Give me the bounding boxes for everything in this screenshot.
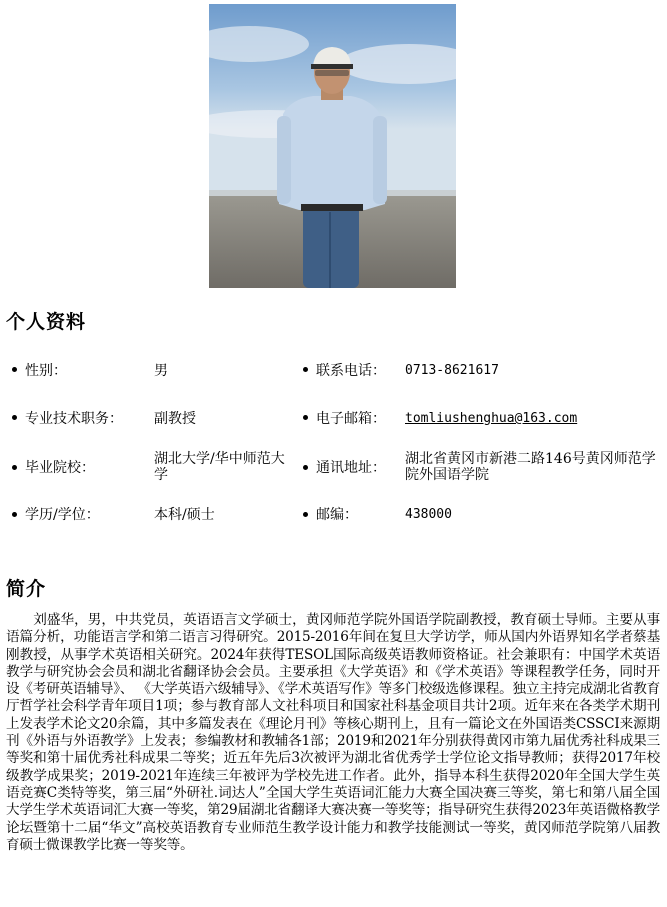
bullet (12, 465, 17, 470)
address-label: 通讯地址： (316, 460, 386, 476)
intro-heading: 简介 (6, 578, 47, 600)
phone-label: 联系电话： (316, 363, 386, 379)
bullet (303, 367, 308, 372)
zip-label: 邮编： (316, 507, 358, 523)
bullet (12, 367, 17, 372)
phone-value: 0713-8621617 (405, 363, 499, 378)
bullet (303, 465, 308, 470)
school-value: 湖北大学/华中师范大学 (154, 451, 285, 483)
bullet (303, 415, 308, 420)
email-link[interactable]: tomliushenghua@163.com (405, 411, 578, 426)
title-label: 专业技术职务： (25, 411, 123, 427)
degree-label: 学历/学位： (25, 507, 100, 523)
bullet (12, 415, 17, 420)
title-value: 副教授 (154, 411, 196, 427)
email-label: 电子邮箱： (316, 411, 386, 427)
profile-heading: 个人资料 (6, 311, 87, 333)
gender-label: 性别： (25, 363, 67, 379)
gender-value: 男 (154, 363, 168, 379)
bullet (12, 512, 17, 517)
zip-value: 438000 (405, 507, 452, 522)
bullet (303, 512, 308, 517)
intro-text: 刘盛华，男，中共党员，英语语言文学硕士，黄冈师范学院外国语学院副教授，教育硕士导师。主要从事语篇分析，功能语言学和第二语言习得研究。2015-2016年间在复旦大学访学，师从国内外语界知名学者蔡基刚教授，从事学术英语相关研究。2024年获得TESOL国际高级英语教师资格证。社会兼职有：中国学术英语教学与研究协会会员和湖北省翻译协会会员。主要承担《大学英语》和《学术英语》等课程教学任务，同时开设《考研英语辅导》、 《大学英语六级辅导》、《学术英语写作》等多门校级选修课程。独立主持完成湖北省教育厅哲学社会科学青年项目1项；参与教育部人文社科项目和国家社科基金项目共计2项。近年来在各类学术期刊上发表学术论文20余篇，其中多篇发表在《理论月刊》等核心期刊上，且有一篇论文在外国语类CSSCI来源期刊《外语与外语教学》上发表；参编教材和教辅各1部；2019和2021年分别获得黄冈市第九届优秀社科成果三等奖和第十届优秀社科成果二等奖；近五年先后3次被评为湖北省优秀学士学位论文指导教师；获得2017年校级教学成果奖；2019-2021年连续三年被评为学校先进工作者。此外，指导本科生获得2020年全国大学生英语竞赛C类特等奖，第三届“外研社.词达人”全国大学生英语词汇能力大赛全国决赛三等奖，第七和第八届全国大学生学术英语词汇大赛一等奖，第29届湖北省翻译大赛决赛一等奖等；指导研究生获得2023年英语微格教学论坛暨第十二届“华文”高校英语教育专业师范生教学设计能力和教学技能测试一等奖，黄冈师范学院第八届教育硕士微课教学比赛一等奖等。 (6, 612, 660, 853)
profile-photo (209, 4, 456, 288)
school-label: 毕业院校： (25, 460, 95, 476)
degree-value: 本科/硕士 (154, 507, 215, 523)
address-value: 湖北省黄冈市新港二路146号黄冈师范学院外国语学院 (405, 451, 656, 483)
